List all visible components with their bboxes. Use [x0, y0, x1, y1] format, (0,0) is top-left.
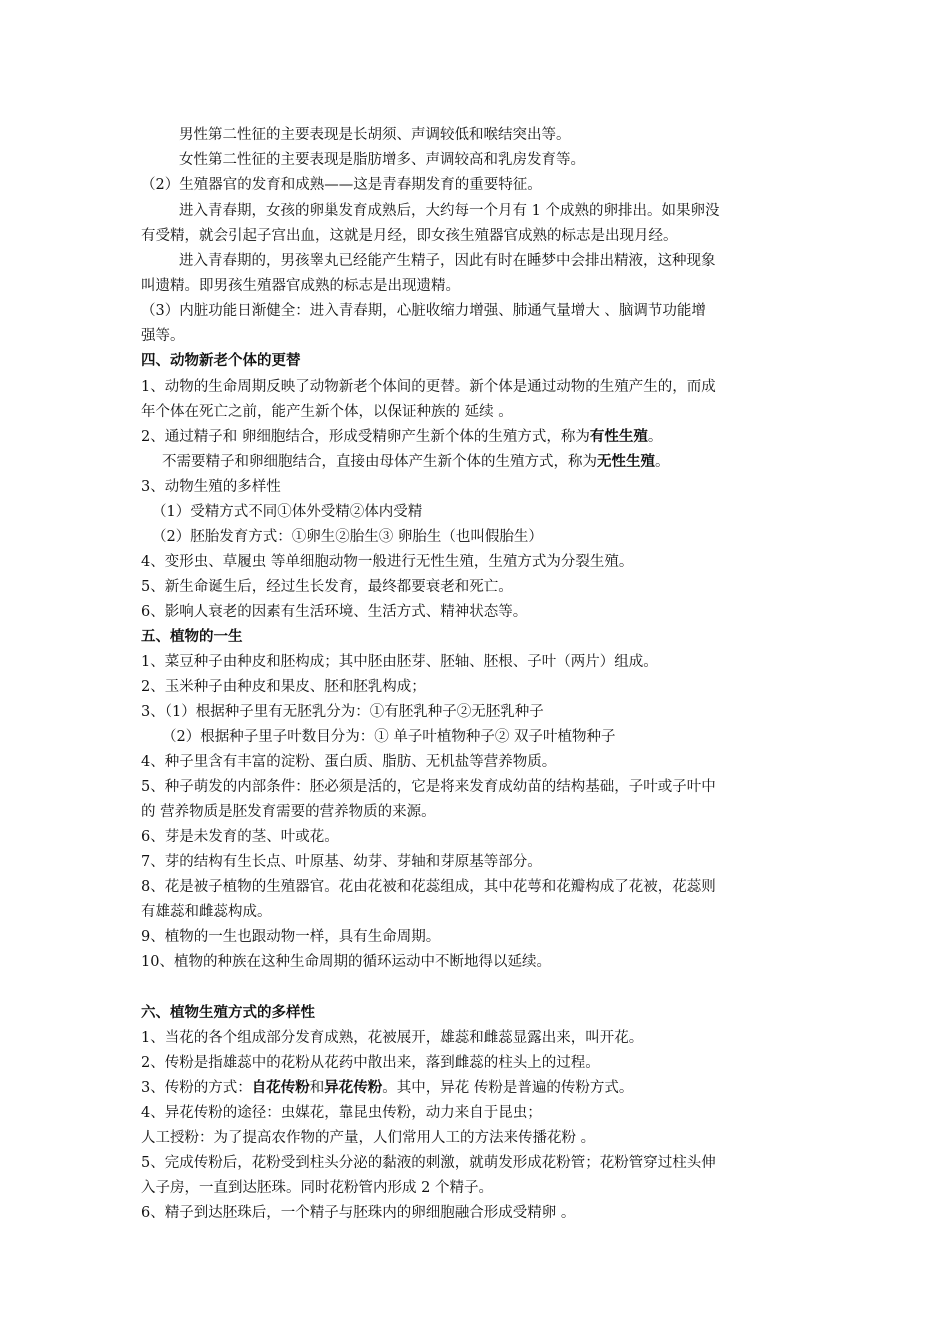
text-line: （2）根据种子里子叶数目分为：① 单子叶植物种子② 双子叶植物种子 [162, 729, 616, 745]
section-heading: 四、动物新老个体的更替 [141, 352, 301, 369]
text-line: （2）生殖器官的发育和成熟——这是青春期发育的重要特征。 [141, 177, 542, 193]
text-line: 1、动物的生命周期反映了动物新老个体间的更替。新个体是通过动物的生殖产生的，而成 [141, 379, 716, 395]
text-line: 1、当花的各个组成部分发育成熟，花被展开，雄蕊和雌蕊显露出来，叫开花。 [141, 1030, 644, 1046]
text-line: 进入青春期，女孩的卵巢发育成熟后，大约每一个月有 1 个成熟的卵排出。如果卵没 [179, 203, 720, 219]
text-line [141, 1078, 633, 1098]
text-line: 7、芽的结构有生长点、叶原基、幼芽、芽轴和芽原基等部分。 [141, 854, 542, 870]
text-line: 5、种子萌发的内部条件：胚必须是活的，它是将来发育成幼苗的结构基础，子叶或子叶中 [141, 779, 716, 795]
text-line: 6、影响人衰老的因素有生活环境、生活方式、精神状态等。 [141, 604, 528, 620]
text-line: 年个体在死亡之前，能产生新个体，以保证种族的 延续 。 [141, 404, 513, 420]
text-line [162, 452, 670, 472]
text-line: 的 营养物质是胚发育需要的营养物质的来源。 [141, 804, 436, 820]
text-line: 3、动物生殖的多样性 [141, 479, 281, 495]
text-run: 。 [647, 429, 663, 445]
text-line: 3、（1）根据种子里有无胚乳分为：①有胚乳种子②无胚乳种子 [141, 704, 544, 720]
text-line: 1、菜豆种子由种皮和胚构成；其中胚由胚芽、胚轴、胚根、子叶（两片）组成。 [141, 654, 658, 670]
text-line: 10、植物的种族在这种生命周期的循环运动中不断地得以延续。 [141, 954, 551, 970]
text-line: 男性第二性征的主要表现是长胡须、声调较低和喉结突出等。 [179, 127, 571, 143]
text-line: 8、花是被子植物的生殖器官。花由花被和花蕊组成，其中花萼和花瓣构成了花被，花蕊则 [141, 879, 716, 895]
text-line: （2）胚胎发育方式：①卵生②胎生③ 卵胎生（也叫假胎生） [152, 529, 543, 545]
bold-term: 自花传粉 [251, 1079, 310, 1096]
text-run: 。 [655, 454, 670, 470]
text-line: 4、变形虫、草履虫 等单细胞动物一般进行无性生殖，生殖方式为分裂生殖。 [141, 554, 634, 570]
section-heading: 五、植物的一生 [141, 628, 243, 645]
text-line: 有受精，就会引起子宫出血，这就是月经，即女孩生殖器官成熟的标志是出现月经。 [141, 228, 678, 244]
text-line: 2、传粉是指雄蕊中的花粉从花药中散出来，落到雌蕊的柱头上的过程。 [141, 1055, 600, 1071]
text-line: 叫遗精。即男孩生殖器官成熟的标志是出现遗精。 [141, 278, 460, 294]
text-line: 女性第二性征的主要表现是脂肪增多、声调较高和乳房发育等。 [179, 152, 585, 168]
text-line: 5、完成传粉后，花粉受到柱头分泌的黏液的刺激，就萌发形成花粉管；花粉管穿过柱头伸 [141, 1155, 716, 1171]
text-run: 。其中，异花 传粉是普遍的传粉方式。 [382, 1080, 634, 1096]
text-line: 人工授粉：为了提高农作物的产量，人们常用人工的方法来传播花粉 。 [141, 1130, 596, 1146]
bold-term: 异花传粉 [324, 1079, 383, 1096]
bold-term: 有性生殖 [589, 428, 648, 445]
section-heading: 六、植物生殖方式的多样性 [141, 1004, 315, 1021]
text-line: 有雄蕊和雌蕊构成。 [141, 904, 272, 920]
text-line: 2、玉米种子由种皮和果皮、胚和胚乳构成； [141, 679, 426, 695]
text-line: 4、异花传粉的途径：虫媒花，靠昆虫传粉，动力来自于昆虫； [141, 1105, 542, 1121]
text-run: 不需要精子和卵细胞结合，直接由母体产生新个体的生殖方式，称为 [162, 454, 597, 470]
text-line [141, 427, 662, 447]
text-line: 5、新生命诞生后，经过生长发育，最终都要衰老和死亡。 [141, 579, 513, 595]
text-line: 入子房，一直到达胚珠。同时花粉管内形成 2 个精子。 [141, 1180, 493, 1196]
text-line: 9、植物的一生也跟动物一样，具有生命周期。 [141, 929, 441, 945]
text-line: 6、芽是未发育的茎、叶或花。 [141, 829, 339, 845]
text-line: （1）受精方式不同①体外受精②体内受精 [152, 504, 423, 520]
text-run: 3、传粉的方式： [141, 1080, 252, 1096]
text-line: 6、精子到达胚珠后，一个精子与胚珠内的卵细胞融合形成受精卵 。 [141, 1205, 576, 1221]
text-run: 和 [309, 1080, 325, 1096]
text-line: （3）内脏功能日渐健全：进入青春期，心脏收缩力增强、肺通气量增大 、脑调节功能增 [141, 303, 706, 319]
text-line: 强等。 [141, 328, 185, 344]
text-line: 进入青春期的，男孩睾丸已经能产生精子，因此有时在睡梦中会排出精液，这种现象 [179, 253, 716, 269]
bold-term: 无性生殖 [597, 453, 655, 470]
text-run: 2、通过精子和 卵细胞结合，形成受精卵产生新个体的生殖方式，称为 [141, 429, 590, 445]
text-line: 4、种子里含有丰富的淀粉、蛋白质、脂肪、无机盐等营养物质。 [141, 754, 557, 770]
